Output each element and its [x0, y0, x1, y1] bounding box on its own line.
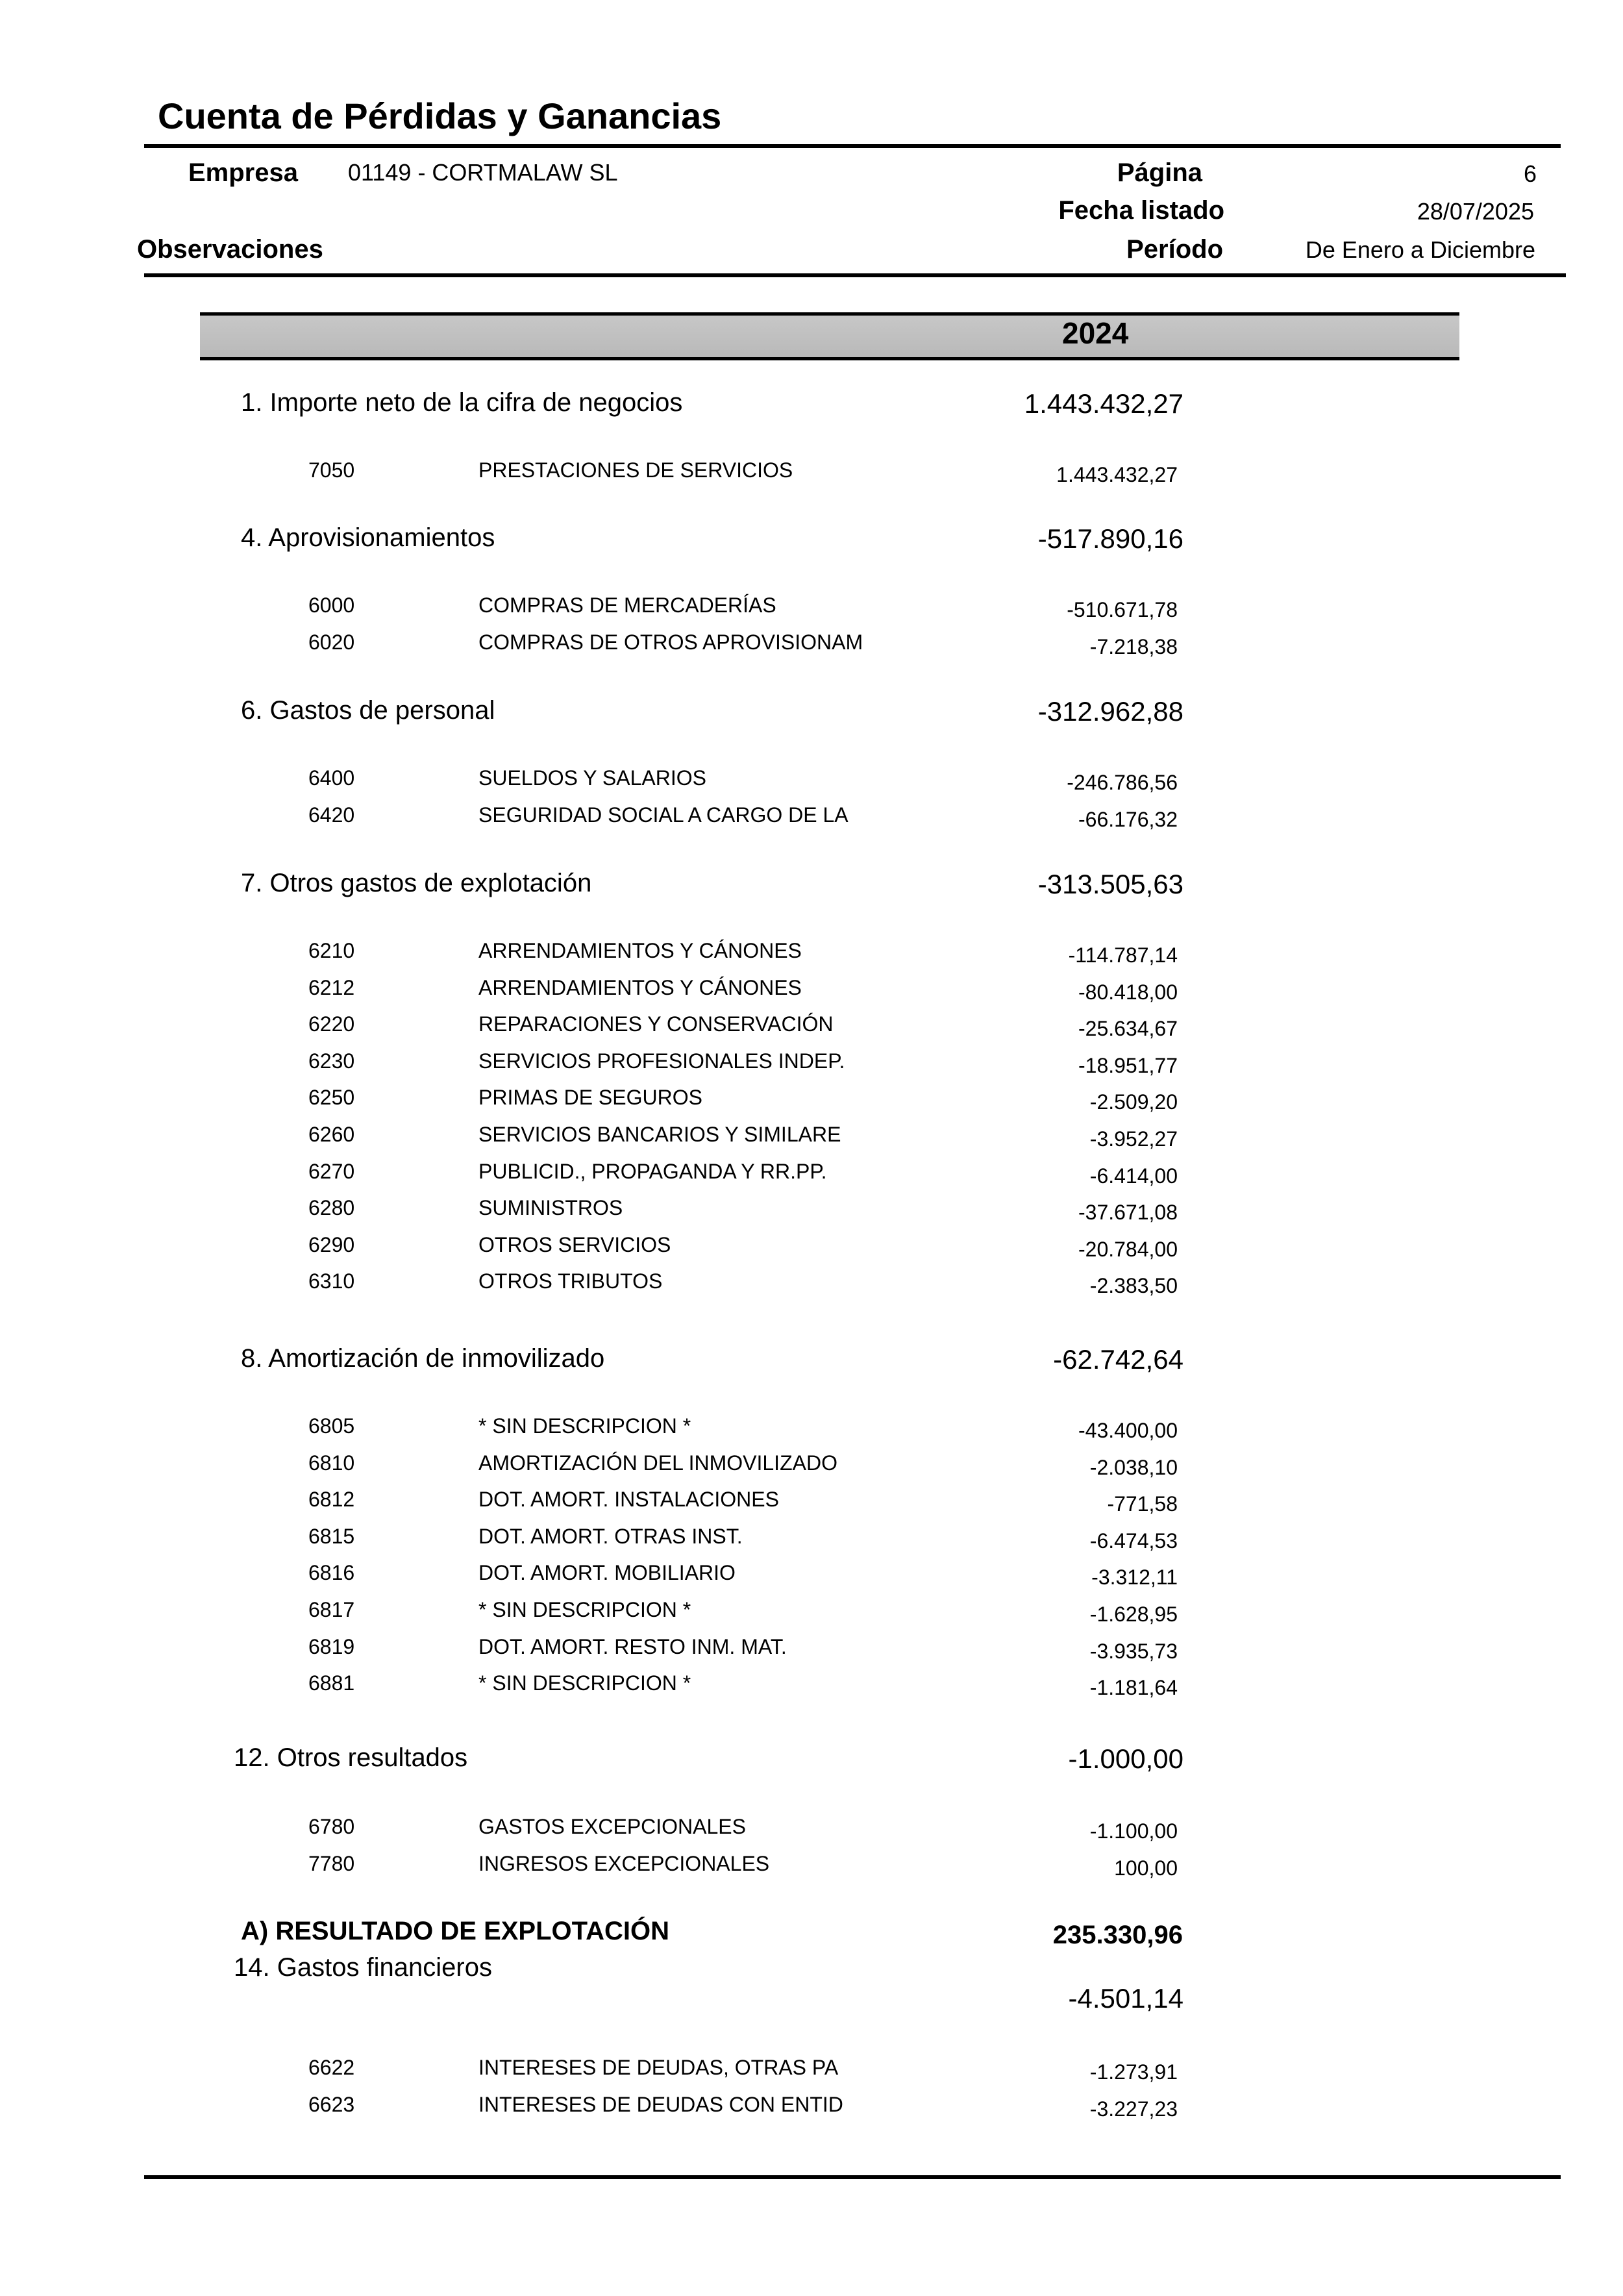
account-amount: -66.176,32	[1078, 808, 1178, 831]
section-total: -4.501,14	[1068, 1983, 1183, 2014]
section-total: -312.962,88	[1037, 696, 1183, 727]
account-description: * SIN DESCRIPCION *	[478, 1671, 691, 1695]
account-amount: -1.273,91	[1089, 2060, 1178, 2084]
account-amount: 100,00	[1114, 1856, 1178, 1880]
section-title: 8. Amortización de inmovilizado	[241, 1344, 605, 1373]
account-description: DOT. AMORT. OTRAS INST.	[478, 1525, 743, 1548]
account-amount: -3.952,27	[1089, 1127, 1178, 1151]
header-rule	[144, 273, 1566, 277]
periodo-value: De Enero a Diciembre	[1305, 236, 1535, 263]
account-amount: -3.935,73	[1089, 1640, 1178, 1663]
observaciones-label: Observaciones	[137, 235, 323, 264]
account-amount: -80.418,00	[1078, 980, 1178, 1004]
account-code: 6280	[308, 1196, 355, 1219]
account-amount: -114.787,14	[1068, 943, 1178, 967]
account-amount: -2.383,50	[1089, 1274, 1178, 1297]
account-description: PRIMAS DE SEGUROS	[478, 1086, 702, 1109]
account-code: 7780	[308, 1852, 355, 1875]
account-amount: -1.181,64	[1089, 1676, 1178, 1699]
account-amount: -3.312,11	[1091, 1566, 1178, 1589]
account-amount: -246.786,56	[1067, 771, 1178, 794]
account-code: 6270	[308, 1160, 355, 1183]
account-amount: 1.443.432,27	[1056, 463, 1178, 486]
section-total: -62.742,64	[1053, 1344, 1183, 1375]
account-code: 6810	[308, 1451, 355, 1475]
account-description: INGRESOS EXCEPCIONALES	[478, 1852, 770, 1875]
resultado-label: A) RESULTADO DE EXPLOTACIÓN	[241, 1917, 669, 1945]
empresa-value: 01149 - CORTMALAW SL	[348, 159, 618, 186]
footer-rule	[144, 2175, 1561, 2179]
account-description: SUELDOS Y SALARIOS	[478, 766, 706, 790]
account-amount: -2.509,20	[1089, 1090, 1178, 1114]
resultado-value: 235.330,96	[1052, 1921, 1183, 1949]
year-label: 2024	[1062, 316, 1129, 350]
account-amount: -6.474,53	[1089, 1529, 1178, 1553]
account-code: 6250	[308, 1086, 355, 1109]
account-code: 6817	[308, 1598, 355, 1621]
account-code: 6815	[308, 1525, 355, 1548]
account-code: 6260	[308, 1123, 355, 1146]
account-description: SUMINISTROS	[478, 1196, 623, 1219]
account-code: 6805	[308, 1414, 355, 1438]
pagina-value: 6	[1523, 160, 1537, 187]
empresa-label: Empresa	[188, 158, 298, 187]
section-total: 1.443.432,27	[1024, 388, 1183, 419]
account-description: INTERESES DE DEUDAS, OTRAS PA	[478, 2056, 839, 2079]
year-header-bar	[200, 312, 1459, 360]
section-total: -1.000,00	[1068, 1743, 1183, 1774]
account-amount: -510.671,78	[1067, 598, 1178, 621]
account-code: 6220	[308, 1012, 355, 1036]
account-description: SERVICIOS PROFESIONALES INDEP.	[478, 1049, 845, 1073]
account-description: SERVICIOS BANCARIOS Y SIMILARE	[478, 1123, 841, 1146]
account-amount: -2.038,10	[1089, 1456, 1178, 1479]
account-code: 6020	[308, 630, 355, 654]
account-description: ARRENDAMIENTOS Y CÁNONES	[478, 939, 802, 962]
account-description: REPARACIONES Y CONSERVACIÓN	[478, 1012, 834, 1036]
account-amount: -3.227,23	[1089, 2097, 1178, 2121]
section-total: -517.890,16	[1037, 523, 1183, 554]
account-description: * SIN DESCRIPCION *	[478, 1414, 691, 1438]
account-code: 6816	[308, 1561, 355, 1584]
account-description: DOT. AMORT. RESTO INM. MAT.	[478, 1635, 787, 1658]
account-code: 6000	[308, 593, 355, 617]
account-code: 6290	[308, 1233, 355, 1256]
account-amount: -25.634,67	[1078, 1017, 1178, 1040]
account-amount: -1.628,95	[1089, 1603, 1178, 1626]
account-description: * SIN DESCRIPCION *	[478, 1598, 691, 1621]
section-title: 1. Importe neto de la cifra de negocios	[241, 388, 683, 417]
account-code: 6230	[308, 1049, 355, 1073]
pagina-label: Página	[1117, 158, 1202, 187]
fecha-value: 28/07/2025	[1417, 198, 1534, 225]
account-code: 6420	[308, 803, 355, 827]
section-title: 7. Otros gastos de explotación	[241, 869, 592, 897]
account-description: COMPRAS DE OTROS APROVISIONAM	[478, 630, 863, 654]
periodo-label: Período	[1126, 235, 1223, 264]
account-code: 6812	[308, 1488, 355, 1511]
fecha-label: Fecha listado	[1058, 196, 1224, 225]
account-amount: -18.951,77	[1078, 1054, 1178, 1077]
account-amount: -43.400,00	[1078, 1419, 1178, 1442]
account-description: PRESTACIONES DE SERVICIOS	[478, 458, 793, 482]
account-code: 6623	[308, 2093, 355, 2116]
account-code: 6881	[308, 1671, 355, 1695]
account-code: 7050	[308, 458, 355, 482]
account-description: INTERESES DE DEUDAS CON ENTID	[478, 2093, 843, 2116]
account-description: AMORTIZACIÓN DEL INMOVILIZADO	[478, 1451, 837, 1475]
account-code: 6212	[308, 976, 355, 999]
account-code: 6780	[308, 1815, 355, 1838]
account-description: OTROS SERVICIOS	[478, 1233, 671, 1256]
account-description: OTROS TRIBUTOS	[478, 1269, 663, 1293]
section-title: 6. Gastos de personal	[241, 696, 495, 725]
account-code: 6819	[308, 1635, 355, 1658]
section-title: 12. Otros resultados	[234, 1743, 468, 1772]
account-description: SEGURIDAD SOCIAL A CARGO DE LA	[478, 803, 849, 827]
account-description: GASTOS EXCEPCIONALES	[478, 1815, 746, 1838]
title-rule	[144, 144, 1561, 148]
account-amount: -771,58	[1107, 1492, 1178, 1516]
account-description: COMPRAS DE MERCADERÍAS	[478, 593, 776, 617]
account-description: ARRENDAMIENTOS Y CÁNONES	[478, 976, 802, 999]
account-description: DOT. AMORT. INSTALACIONES	[478, 1488, 779, 1511]
account-code: 6400	[308, 766, 355, 790]
account-amount: -6.414,00	[1089, 1164, 1178, 1188]
account-description: PUBLICID., PROPAGANDA Y RR.PP.	[478, 1160, 827, 1183]
report-title: Cuenta de Pérdidas y Ganancias	[158, 95, 722, 136]
account-amount: -1.100,00	[1089, 1819, 1178, 1843]
account-amount: -20.784,00	[1078, 1238, 1178, 1261]
account-code: 6310	[308, 1269, 355, 1293]
account-description: DOT. AMORT. MOBILIARIO	[478, 1561, 736, 1584]
account-amount: -7.218,38	[1089, 635, 1178, 658]
account-code: 6210	[308, 939, 355, 962]
section-title: 4. Aprovisionamientos	[241, 523, 495, 552]
section-total: -313.505,63	[1037, 869, 1183, 899]
section-title: 14. Gastos financieros	[234, 1953, 492, 1982]
account-code: 6622	[308, 2056, 355, 2079]
account-amount: -37.671,08	[1078, 1201, 1178, 1224]
